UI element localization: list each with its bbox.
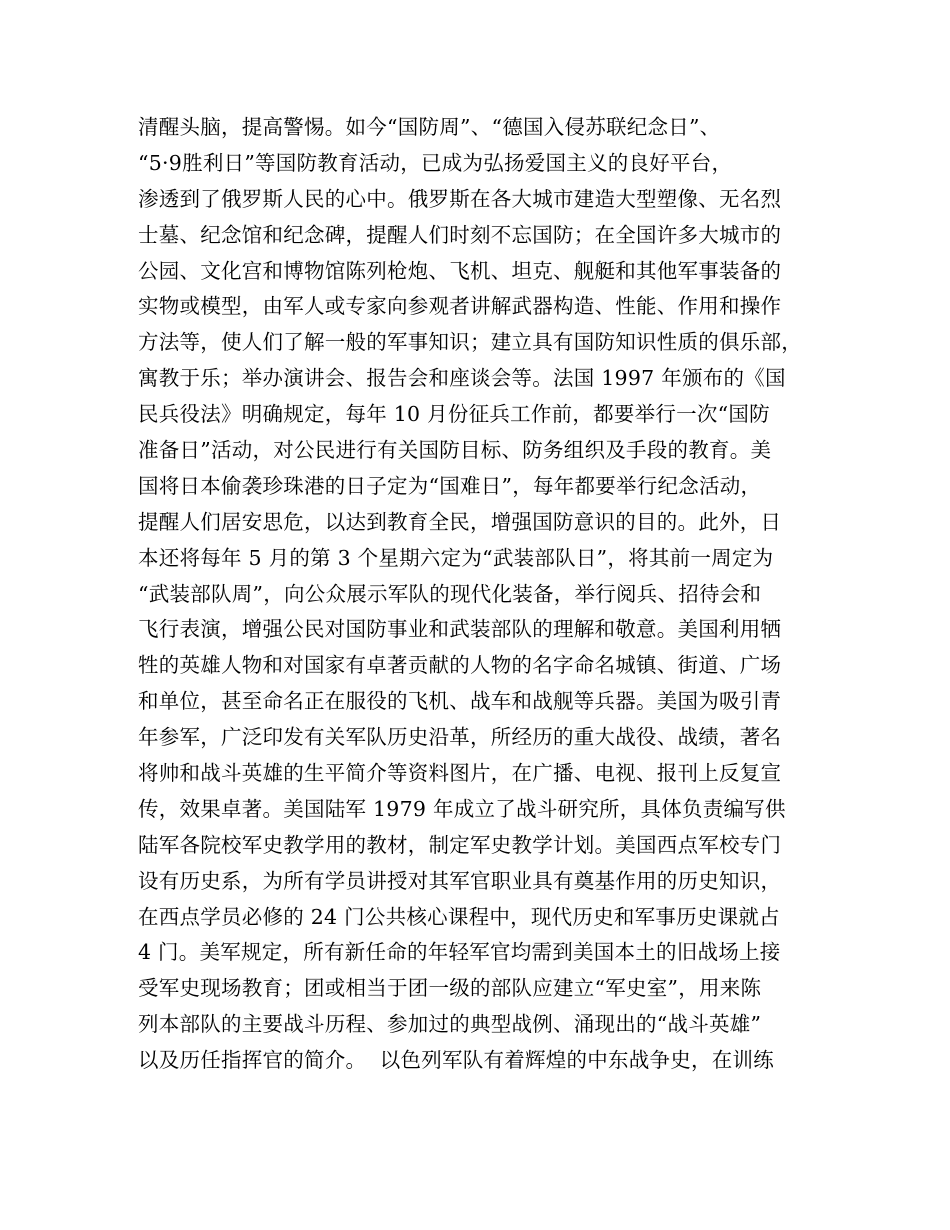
text-line: 清醒头脑，提高警惕。如今“国防周”、“德国入侵苏联纪念日”、 [138, 115, 721, 139]
text-line: 牲的英雄人物和对国家有卓著贡献的人物的名字命名城镇、街道、广场 [138, 653, 782, 678]
text-line: 将帅和战斗英雄的生平简介等资料图片，在广播、电视、报刊上反复宣 [138, 761, 782, 786]
text-line: 受军史现场教育；团或相当于团一级的部队应建立“军史室”，用来陈 [138, 976, 762, 1001]
text-line: 传，效果卓著。美国陆军 1979 年成立了战斗研究所，具体负责编写供 [138, 796, 786, 821]
text-line: 列本部队的主要战斗历程、参加过的典型战例、涌现出的“战斗英雄” [138, 1012, 762, 1037]
text-line: 陆军各院校军史教学用的教材，制定军史教学计划。美国西点军校专门 [138, 832, 782, 857]
text-line: 本还将每年 5 月的第 3 个星期六定为“武装部队日”，将其前一周定为 [138, 545, 774, 570]
text-line: “5·9胜利日”等国防教育活动，已成为弘扬爱国主义的良好平台， [138, 150, 733, 175]
text-line: 准备日”活动，对公民进行有关国防目标、防务组织及手段的教育。美 [138, 438, 772, 463]
text-line: 国将日本偷袭珍珠港的日子定为“国难日”，每年都要举行纪念活动， [138, 473, 762, 498]
text-line: 士墓、纪念馆和纪念碑，提醒人们时刻不忘国防；在全国许多大城市的 [138, 222, 782, 247]
text-line: 寓教于乐；举办演讲会、报告会和座谈会等。法国 1997 年颁布的《国 [138, 366, 786, 391]
text-line: “武装部队周”，向公众展示军队的现代化装备，举行阅兵、招待会和 [138, 581, 762, 606]
text-line: 4 门。美军规定，所有新任命的年轻军官均需到美国本土的旧战场上接 [138, 940, 781, 965]
body-paragraph [138, 110, 838, 1079]
text-line: 以及历任指挥官的简介。 以色列军队有着辉煌的中东战争史，在训练 [138, 1048, 775, 1073]
text-line: 民兵役法》明确规定，每年 10 月份征兵工作前，都要举行一次“国防 [138, 402, 770, 427]
text-line: 公园、文化宫和博物馆陈列枪炮、飞机、坦克、舰艇和其他军事装备的 [138, 258, 782, 283]
text-line: 提醒人们居安思危，以达到教育全民，增强国防意识的目的。此外，日 [138, 509, 782, 534]
text-line: 在西点学员必修的 24 门公共核心课程中，现代历史和军事历史课就占 [138, 904, 780, 929]
text-line: 实物或模型，由军人或专家向参观者讲解武器构造、性能、作用和操作 [138, 294, 782, 319]
text-line: 方法等，使人们了解一般的军事知识；建立具有国防知识性质的俱乐部， [138, 330, 802, 355]
text-line: 飞行表演，增强公民对国防事业和武装部队的理解和敬意。美国利用牺 [138, 617, 782, 642]
text-line: 渗透到了俄罗斯人民的心中。俄罗斯在各大城市建造大型塑像、无名烈 [138, 186, 782, 211]
text-line: 设有历史系，为所有学员讲授对其军官职业具有奠基作用的历史知识， [138, 868, 782, 893]
text-line: 年参军，广泛印发有关军队历史沿革，所经历的重大战役、战绩，著名 [138, 725, 782, 750]
text-line: 和单位，甚至命名正在服役的飞机、战车和战舰等兵器。美国为吸引青 [138, 689, 782, 714]
